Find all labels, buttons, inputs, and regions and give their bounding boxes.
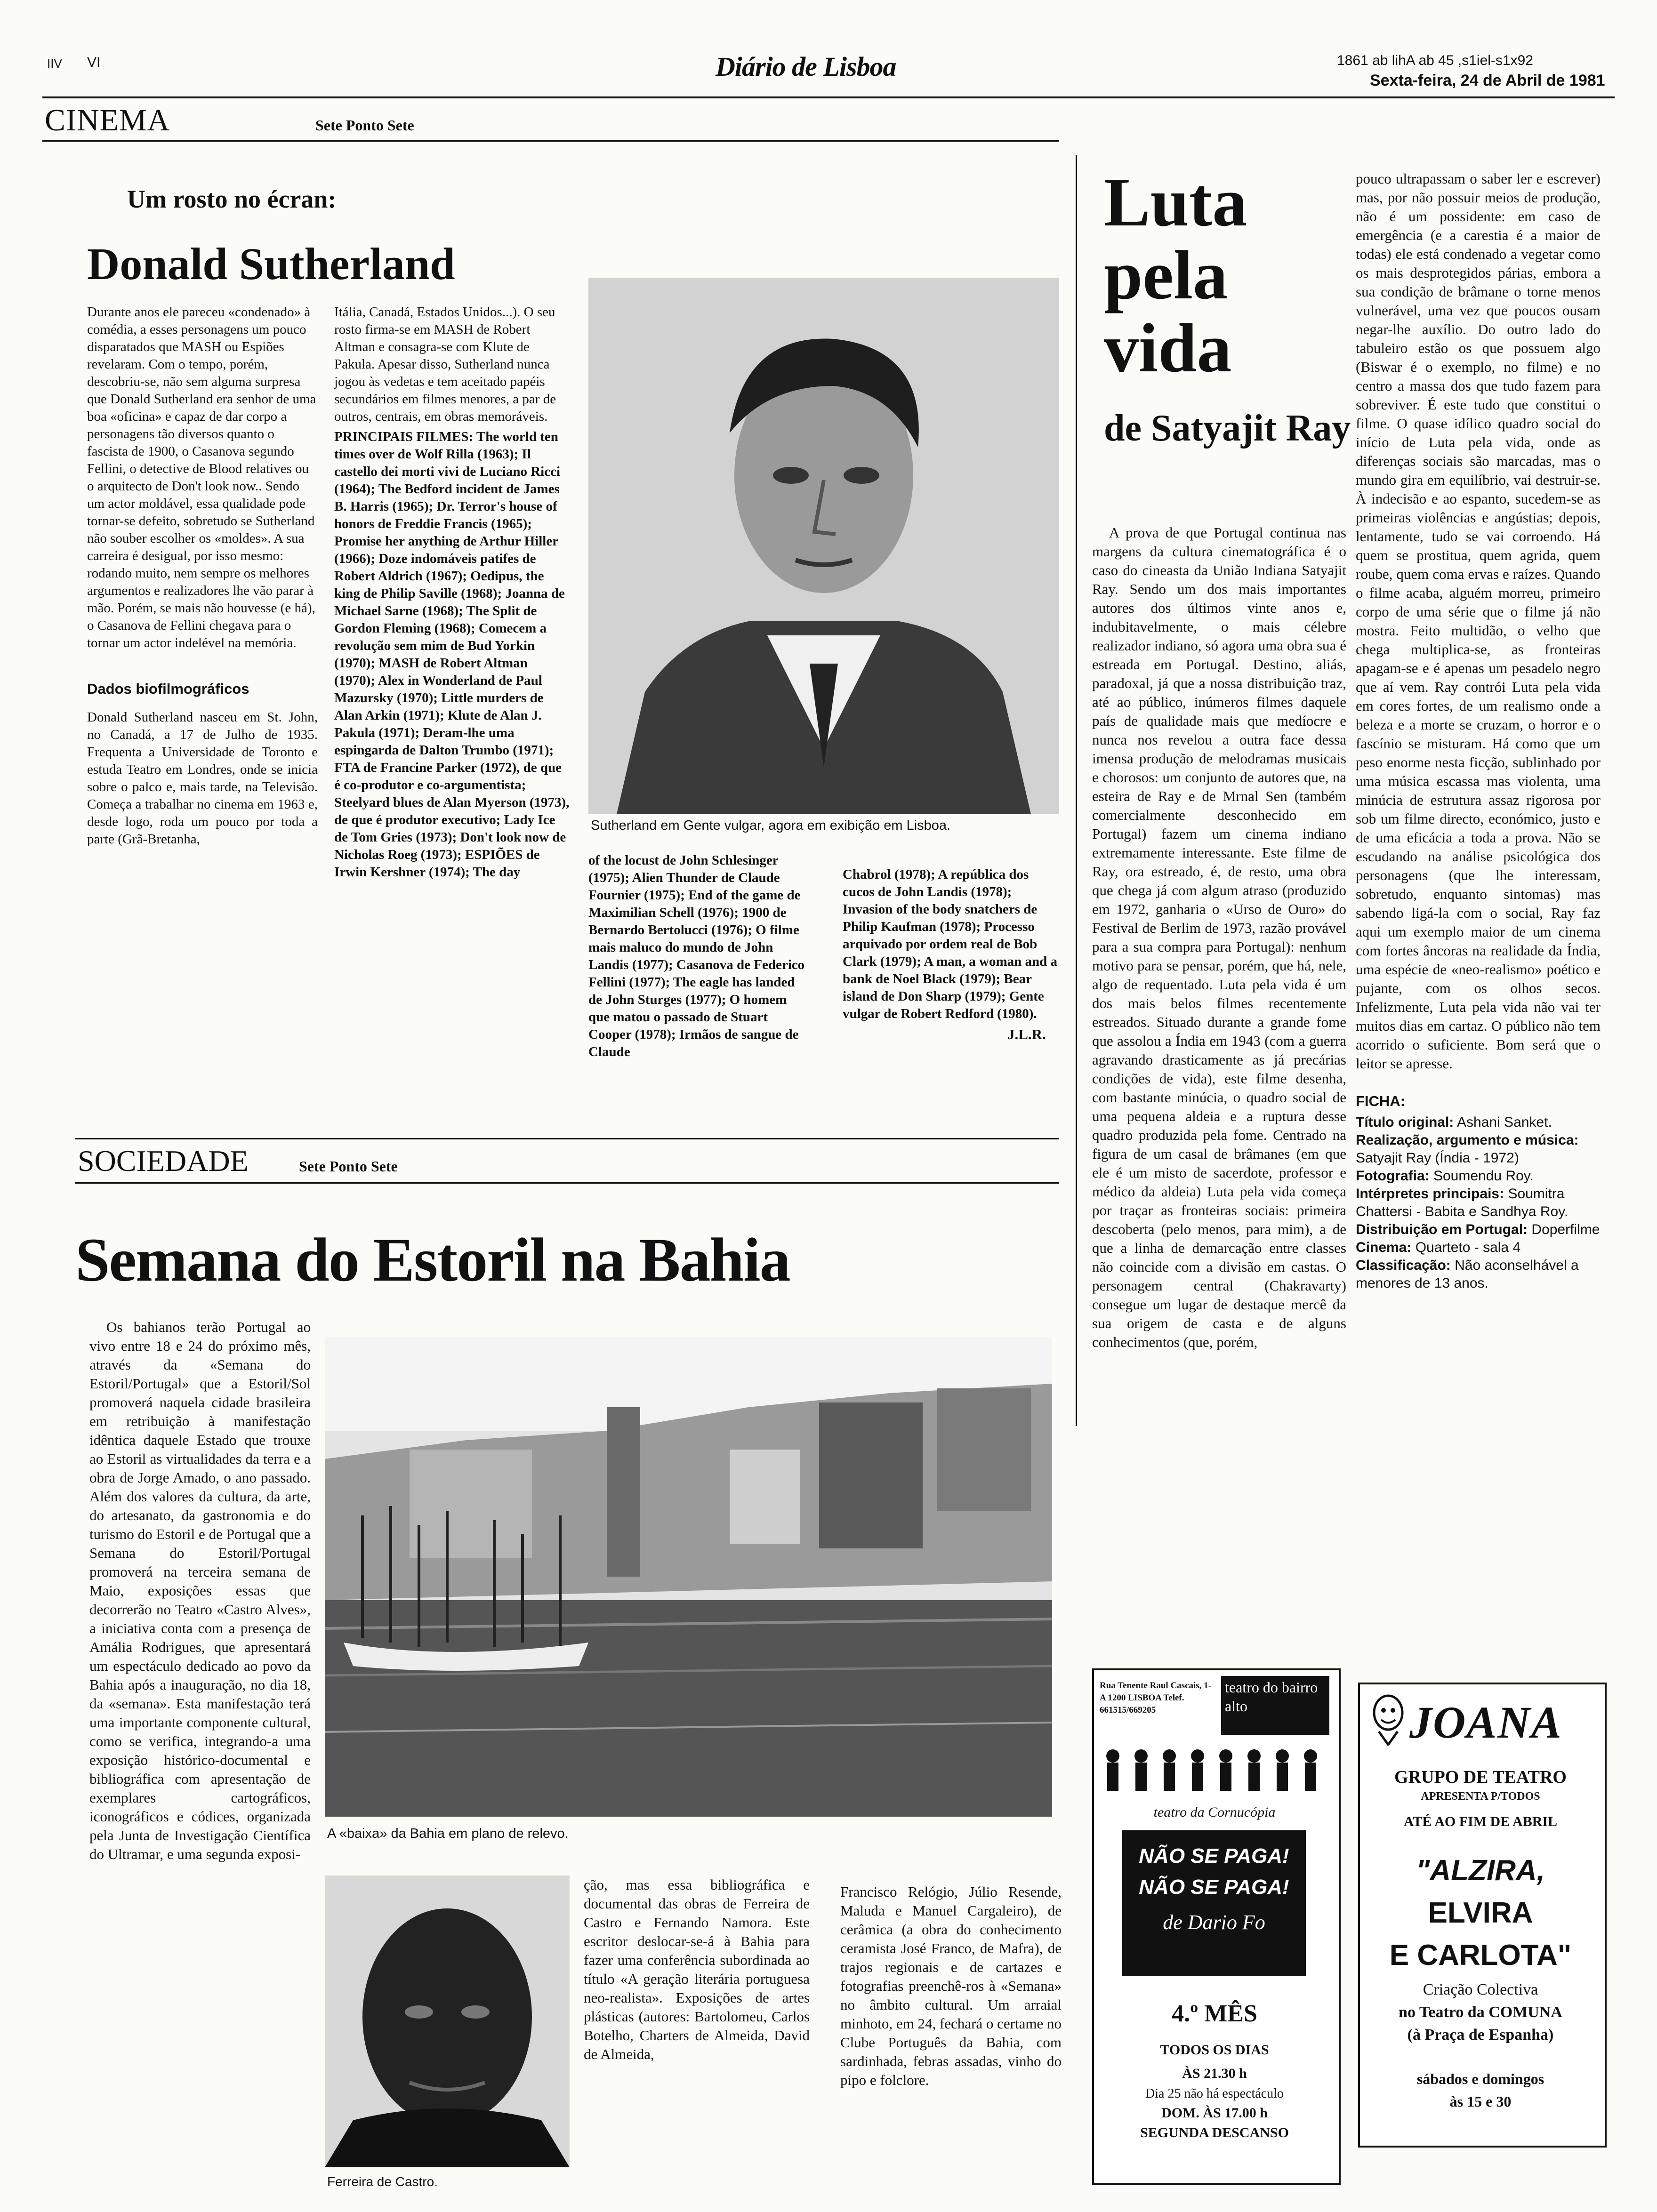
- filmography-cont-1: of the locust de John Schlesinger (1975); Alien Thunder de Claude Fournier (1975); End of the game de Maximilian Schell (1976); 1900 de Bernardo Bertolucci (1976); O filme mais maluco do mundo de John Landis (1977); Casanova de Federico Fellini (1977); The eagle has landed de John Sturges (1977); O homem que matou o passado de Stuart Cooper (1978); Irmãos de sangue de Claude: [588, 853, 805, 1059]
- ficha-item: Cinema: Quarteto - sala 4: [1356, 1240, 1521, 1255]
- sutherland-col-4: [843, 866, 1059, 1026]
- joana-logo: JOANA: [1409, 1697, 1562, 1747]
- ad-play-box: [1122, 1830, 1306, 1976]
- bahia-illustration: [325, 1337, 1052, 1817]
- career-text: Itália, Canadá, Estados Unidos...). O seu rosto firma-se em MASH de Robert Altman e consagra-se com Klute de Pakula. Apesar disso, Sutherland nunca jogou às vedetas e tem aceitado papéis secundários em filmes menores, a par de outros, centrais, em obras memoráveis.: [334, 305, 556, 424]
- estoril-col-1: [89, 1318, 311, 1867]
- joana-title-2: ELVIRA: [1428, 1897, 1533, 1929]
- masthead-rule: [42, 96, 1615, 98]
- luta-text-2: pouco ultrapassam o saber ler e escrever) mas, por não possuir meios de produção, não é um possidente: em caso de emergência (e a carestia é a maior de todas) ele está condenado a vegetar como os mais desprotegidos párias, embora a sua condição de brâmane o torne menos vulnerável, uma vez que poucos ousam negar-lhe auxílio. Do outro lado do tabuleiro estão os que possuem algo (Biswar é o exemplo, no filme) e no centro a massa dos que tudo fazem para sobreviver. É este tudo que constitui o filme. O quase idílico quadro social do início de Luta pela vida, onde as diferenças sociais são marcadas, mas o mundo gira em equilíbrio, vai destruir-se. À indecisão e ao espanto, sucedem-se as primeiras violências e angústias; depois, lentamente, tudo se vai corroendo. Há quem se prostitua, quem agrida, quem roube, quem coma ervas e raízes. Quando o filme acaba, alguém morreu, primeiro corpo de uma série que o filme já não mostra. Feito multidão, o velho que chega multiplica-se, as fronteiras apagam-se e é apenas um pesadelo negro que aí vem. Ray contrói Luta pela vida em cores fortes, de um realismo onde a beleza e a morte se cruzam, o horror e o fascínio se misturam. Há como que um peso enorme nesta ficção, sublinhado por uma música escassa mas violenta, uma minúcia de estrutura assaz rigorosa por sob um filme directo, económico, justo e de uma eficácia a toda a prova. Não se escudando na análise psicológica dos personagens (que lhe interessam, sobretudo, enquanto sintomas) mas sabendo ligá-la com o social, Ray faz aqui um exemplo maior de um cinema com fortes âncoras na realidade da Índia, uma espécie de «neo-realismo» poético e pujante, com os olhos secos. Infelizmente, Luta pela vida não vai ter muitos dias em cartaz. O público não tem acorrido o suficiente. Bom será que o leitor se apresse.: [1356, 170, 1601, 1072]
- luta-col-1: [1092, 523, 1346, 1354]
- joana-schedule: sábados e domingos: [1416, 2070, 1544, 2087]
- ad-figures: [1099, 1746, 1329, 1797]
- sutherland-col-2: [334, 304, 570, 884]
- column-divider: [1076, 155, 1077, 1426]
- joana-presents: APRESENTA P/TODOS: [1421, 1790, 1540, 1803]
- joana-mask-icon: [1369, 1694, 1407, 1746]
- joana-group: GRUPO DE TEATRO: [1394, 1767, 1567, 1787]
- estoril-col-2: [584, 1875, 810, 2067]
- ad-play-line-2: NÃO SE PAGA!: [1139, 1875, 1289, 1899]
- ad-play-line-1: NÃO SE PAGA!: [1139, 1844, 1289, 1867]
- bahia-photo: [325, 1337, 1052, 1817]
- sociedade-headline: Semana do Estoril na Bahia: [75, 1225, 790, 1294]
- issue-date: Sexta-feira, 24 de Abril de 1981: [1370, 72, 1605, 89]
- luta-title-1: Luta: [1104, 164, 1247, 241]
- estoril-col-3: [840, 1883, 1062, 2092]
- section-supplement: Sete Ponto Sete: [315, 117, 414, 134]
- sutherland-photo-caption: Sutherland em Gente vulgar, agora em exibição em Lisboa.: [591, 818, 951, 833]
- mirror-date: 1861 ab lihA ab 45 ,s1iel-s1x92: [1337, 53, 1533, 68]
- sociedade-supplement: Sete Ponto Sete: [299, 1158, 398, 1175]
- estoril-text-3: Francisco Relógio, Júlio Resende, Maluda e Manuel Cargaleiro), de cerâmica (a obra do conhecimento ceramista José Franco, de Mafra), de trajos regionais e de cartazes e fotografias preenchê-ros à «Semana» no âmbito cultural. Um arraial minhoto, em 24, fechará o certame no Clube Português da Bahia, com sardinhada, febras assadas, vinho do pipo e folclore.: [840, 1883, 1062, 2088]
- ficha-item: Intérpretes principais: Soumitra Chattersi - Babita e Sandhya Roy.: [1356, 1186, 1569, 1219]
- luta-title-3: vida: [1104, 310, 1232, 387]
- ad-sunday: DOM. ÀS 17.00 h: [1161, 2105, 1268, 2121]
- section-title-cinema: CINEMA: [45, 103, 170, 137]
- ad-month: 4.º MÊS: [1172, 2000, 1257, 2027]
- paper-name: Diário de Lisboa: [716, 51, 896, 82]
- sutherland-col-1: [87, 304, 318, 851]
- ficha-item: Título original: Ashani Sanket.: [1356, 1114, 1552, 1130]
- joana-times: às 15 e 30: [1449, 2093, 1512, 2110]
- ad-note: Dia 25 não há espectáculo: [1145, 2086, 1284, 2101]
- page-number: VI: [87, 55, 101, 70]
- joana-until: ATÉ AO FIM DE ABRIL: [1403, 1814, 1558, 1829]
- sociedade-top-rule: [75, 1138, 1059, 1139]
- luta-title-2: pela: [1104, 237, 1228, 314]
- sociedade-rule: [75, 1182, 1059, 1184]
- sutherland-intro: Durante anos ele pareceu «condenado» à comédia, a esses personagens um pouco disparatados que MASH ou Espiões revelaram. Com o tempo, porém, descobriu-se, não sem alguma surpresa que Donald Sutherland era senhor de uma boa «oficina» e capaz de dar corpo a personagens tão diversos quanto o fascista de 1900, o Casanova segundo Fellini, o detective de Blood relatives ou o arquitecto de Don't look now.. Sendo um actor moldável, essa qualidade pode tornar-se defeito, sobretudo se Sutherland não souber escolher os «moldes». A sua carreira é desigual, por isso mesmo: rodando muito, nem sempre os melhores argumentos e realizadores lhe vão parar à mão. Porém, se mais não houvesse (e há), o Casanova de Fellini chegava para o tornar um actor indelével na memória.: [87, 305, 316, 650]
- bahia-photo-caption: A «baixa» da Bahia em plano de relevo.: [327, 1826, 569, 1841]
- ficha-item: Distribuição em Portugal: Doperfilme: [1356, 1222, 1600, 1237]
- ad-company: teatro da Cornucópia: [1153, 1804, 1276, 1820]
- ad-logo: teatro do bairro alto: [1221, 1676, 1329, 1735]
- ad-days: TODOS OS DIAS: [1160, 2042, 1269, 2058]
- luta-subtitle: de Satyajit Ray: [1104, 408, 1351, 449]
- joana-venue: no Teatro da COMUNA: [1399, 2004, 1562, 2021]
- ficha-heading: FICHA:: [1356, 1093, 1406, 1109]
- joana-title-1: "ALZIRA,: [1416, 1854, 1545, 1887]
- estoril-text-2: ção, mas essa bibliográfica e documental das obras de Ferreira de Castro e Fernando Namora. Este escritor deslocar-se-á à Bahia para fazer uma conferência subordinada ao título «A geração literária portuguesa neo-realista». Exposições de artes plásticas (autores: Bartolomeu, Carlos Botelho, Charters de Almeida, David de Almeida,: [584, 1876, 810, 2062]
- luta-col-2: [1356, 169, 1601, 1292]
- joana-credit: Criação Colectiva: [1423, 1981, 1538, 1998]
- bio-text: Donald Sutherland nasceu em St. John, no Canadá, a 17 de Julho de 1935. Frequenta a Universidade de Toronto e estuda Teatro em Londres, onde se inicia sobre o palco e, mais tarde, na Televisão. Começa a trabalhar no cinema em 1963 e, desde logo, roda um pouco por toda a parte (Grã-Bretanha,: [87, 710, 318, 847]
- ad-time: ÀS 21.30 h: [1182, 2066, 1247, 2081]
- ferreira-illustration: [325, 1875, 570, 2167]
- filmography-text: PRINCIPAIS FILMES: The world ten times over de Wolf Rilla (1963); Il castello dei morti vivi de Luciano Ricci (1964); The Bedford incident de James B. Harris (1965); Dr. Terror's house of honors de Freddie Francis (1965); Promise her anything de Arthur Hiller (1966); Doze indomáveis patifes de Robert Aldrich (1967); Oedipus, the king de Philip Saville (1968); Joanna de Michael Sarne (1968); The Split de Gordon Fleming (1968); Comecem a revolução sem mim de Bud Yorkin (1970); MASH de Robert Altman (1970); Alex in Wonderland de Paul Mazursky (1970); Little murders de Alan Arkin (1971); Klute de Alan J. Pakula (1971); Deram-lhe uma espingarda de Dalton Trumbo (1971); FTA de Francine Parker (1972), de que é co-produtor e co-argumentista; Steelyard blues de Alan Myerson (1973), de que é produtor executivo; Lady Ice de Tom Gries (1973); Don't look now de Nicholas Roeg (1973); ESPIÕES de Irwin Kershner (1974); The day: [334, 429, 570, 880]
- article-headline: Donald Sutherland: [87, 239, 455, 289]
- luta-text-1: A prova de que Portugal continua nas margens da cultura cinematográfica é o caso do cineasta da União Indiana Satyajit Ray. Sendo um dos mais importantes autores dos últimos vinte anos e, indubitavelmente, o mais célebre realizador indiano, só agora uma obra sua é estreada em Portugal. Destino, aliás, paradoxal, já que a nossa distribuição traz, até ao público, inúmeros filmes daquele país de qualidade mais que medíocre e nunca nos revelou a outra face dessa imensa produção de melodramas musicais e chorosos: um conjunto de autores que, na esteira de Ray e de Mrnal Sen (também comercialmente desconhecido em Portugal) fazem um cinema indiano extremamente interessante. Este filme de Ray, ora estreado, é, de resto, uma obra que chega já com algum atraso (produzido em 1972, ganharia o «Urso de Ouro» do Festival de Berlim de 1973, razão provável para a sua compra para Portugal): nenhum motivo para se pensar, porém, que há, nele, algo de requentado. Luta pela vida é um dos mais belos filmes recentemente estreados. Situado durante a grande fome que assolou a Índia em 1943 (com a guerra agravando drasticamente as já precárias condições de vida), este filme desenha, com bastante minúcia, o quadro social de uma pequena aldeia e a ruptura desse quadro produzida pela fome. Centrado na figura de um casal de brâmanes (em que ele é um misto de sacerdote, professor e médico da aldeia) Luta pela vida começa por traçar as fronteiras sociais: primeira descoberta (pelo menos, para mim), a de que a linha de demarcação entre classes não coincide com a divisão em castas. O personagem central (Chakravarty) consegue um lugar de destaque mercê da sua origem de casta e de alguns conhecimentos (que, porém,: [1092, 524, 1346, 1350]
- filmography-cont-2: Chabrol (1978); A república dos cucos de John Landis (1978); Invasion of the body snatchers de Philip Kaufman (1978); Processo arquivado por ordem real de Bob Clark (1979); A man, a woman and a bank de Noel Black (1979); Bear island de Don Sharp (1979); Gente vulgar de Robert Redford (1980).: [843, 867, 1057, 1021]
- ad-joana: [1358, 1683, 1607, 2148]
- joana-place: (à Praça de Espanha): [1407, 2026, 1554, 2044]
- ficha-list: [1356, 1114, 1601, 1292]
- author-signature: J.L.R.: [1007, 1026, 1046, 1042]
- section-rule: [42, 140, 1059, 142]
- ficha-item: Classificação: Não aconselhável a menores de 13 anos.: [1356, 1258, 1579, 1291]
- ad-rest: SEGUNDA DESCANSO: [1140, 2125, 1289, 2140]
- ficha-item: Fotografia: Soumendu Roy.: [1356, 1168, 1534, 1184]
- sutherland-photo: [588, 278, 1059, 814]
- ficha-item: Realização, argumento e música: Satyajit Ray (Índia - 1972): [1356, 1132, 1579, 1166]
- ferreira-photo-caption: Ferreira de Castro.: [327, 2174, 438, 2189]
- sutherland-col-3: [588, 852, 810, 1064]
- ad-address: Rua Tenente Raul Cascais, 1-A 1200 LISBOA Telef. 661515/669205: [1100, 1681, 1211, 1715]
- bio-heading: Dados biofilmográficos: [87, 681, 249, 697]
- page-corner: IIV: [47, 56, 62, 71]
- article-kicker: Um rosto no écran:: [127, 185, 337, 213]
- ad-cornucopia: [1092, 1668, 1341, 2185]
- portrait-illustration: [588, 278, 1059, 814]
- joana-title-3: E CARLOTA": [1389, 1939, 1572, 1972]
- ad-play-author: de Dario Fo: [1163, 1911, 1265, 1934]
- ferreira-photo: [325, 1875, 570, 2167]
- section-title-sociedade: SOCIEDADE: [78, 1144, 249, 1178]
- figures-icon: [1099, 1746, 1329, 1797]
- estoril-text-1: Os bahianos terão Portugal ao vivo entre 18 e 24 do próximo mês, através da «Semana do Estoril/Portugal» que a Estoril/Sol promoverá naquela cidade brasileira em retribuição à manifestação idêntica daquele Estado que trouxe ao Estoril as virtualidades da terra e a obra de Jorge Amado, o ano passado. Além dos valores da cultura, da arte, do artesanato, da gastronomia e do turismo do Estoril e de Portugal que a Semana do Estoril/Portugal promoverá na terceira semana de Maio, exposições essas que decorrerão no Teatro «Castro Alves», a iniciativa conta com a presença de Amália Rodrigues, que apresentará um espectáculo dedicado ao povo da Bahia após a inauguração, no dia 18, da «semana». Esta manifestação terá uma importante componente cultural, como se verifica, integrando-a uma exposição histórico-documental e bibliográfica com apresentação de exemplares cartográficos, iconográficos e códices, organizada pela Junta de Investigação Científica do Ultramar, e uma segunda exposi-: [89, 1319, 311, 1862]
